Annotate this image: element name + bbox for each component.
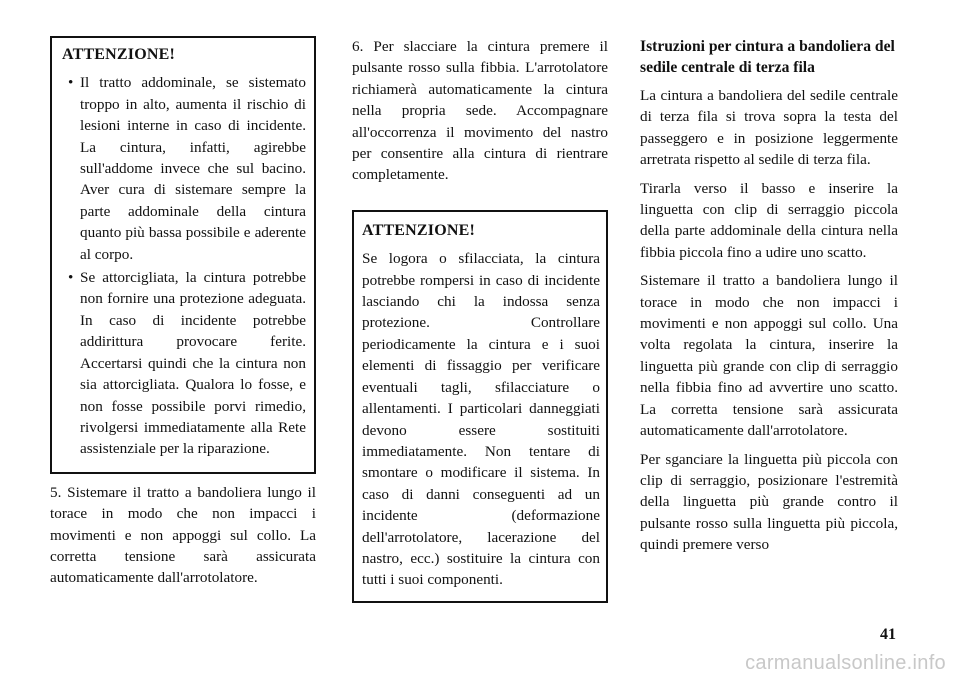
- warning-bullet: • Se attorcigliata, la cintura potrebbe non fornire una protezione adeguata. In caso di incidente potrebbe addirittura provocare ferite. Accertarsi quindi che la cintura non sia attorcigliata. Qualora lo fosse, e non fosse possibile porvi rimedio, rivolgersi immediatamente alla Rete assistenziale per la riparazione.: [62, 267, 306, 460]
- watermark: carmanualsonline.info: [745, 652, 946, 674]
- body-paragraph: Sistemare il tratto a bandoliera lungo il torace in modo che non impacci i movimenti e non appoggi sul collo. Una volta regolata la cintura, inserire la linguetta più grande con clip di serraggio nella fibbia fino ad avvertire uno scatto. La corretta tensione sarà assicurata automaticamente dall'arrotolatore.: [640, 272, 898, 440]
- step-6-paragraph: 6. Per slacciare la cintura premere il pulsante rosso sulla fibbia. L'arrotolatore richiamerà automaticamente la cintura nella propria sede. Accompagnare all'occorrenza il movimento del nastro per consentire alla cintura di rientrare completamente.: [352, 38, 608, 184]
- body-paragraph: Per sganciare la linguetta più piccola con clip di serraggio, posizionare l'estremità della linguetta più grande contro il pulsante rosso sulla linguetta più piccola, quindi premere verso: [640, 450, 898, 554]
- warning-text: Se logora o sfilacciata, la cintura potrebbe rompersi in caso di incidente lasciando chi la indossa senza protezione. Controllare periodicamente la cintura e i suoi elementi di fissaggio per verificare eventuali tagli, sfilacciature o allentamenti. I particolari danneggiati devono essere sostituiti immediatamente. Non tentare di smontare o modificare il sistema. In caso di danni conseguenti ad un incidente (deformazione dell'arrotolatore, lacerazione del nastro, ecc.) sostituire la cintura con tutti i suoi componenti.: [362, 250, 600, 589]
- warning-title: ATTENZIONE!: [362, 221, 476, 239]
- warning-title: ATTENZIONE!: [62, 46, 176, 63]
- body-paragraph: Tirarla verso il basso e inserire la linguetta con clip di serraggio piccola della parte addominale della cintura nella fibbia piccola fino a udire uno scatto.: [640, 179, 898, 261]
- page-number: 41: [880, 626, 896, 643]
- warning-box-worn-belt: [352, 210, 608, 603]
- section-heading: Istruzioni per cintura a bandoliera del sedile centrale di terza fila: [640, 38, 895, 76]
- column-middle: [352, 36, 608, 603]
- warning-bullet-list: [62, 72, 306, 459]
- column-right: [640, 36, 898, 563]
- step-5-paragraph: 5. Sistemare il tratto a bandoliera lungo il torace in modo che non impacci i movimenti e non appoggi sul collo. La corretta tensione sarà assicurata automaticamente dall'arrotolatore.: [50, 483, 316, 587]
- warning-box-abdominal: [50, 36, 316, 474]
- column-left: [50, 36, 316, 589]
- warning-bullet: • Il tratto addominale, se sistemato troppo in alto, aumenta il rischio di lesioni interne in caso di incidente. La cintura, infatti, agirebbe sull'addome invece che sul bacino. Aver cura di sistemare sempre la parte addominale della cintura quanto più bassa possibile e aderente al corpo.: [62, 72, 306, 265]
- body-paragraph: La cintura a bandoliera del sedile centrale di terza fila si trova sopra la testa del passeggero e in posizione leggermente arretrata rispetto al sedile di terza fila.: [640, 87, 898, 169]
